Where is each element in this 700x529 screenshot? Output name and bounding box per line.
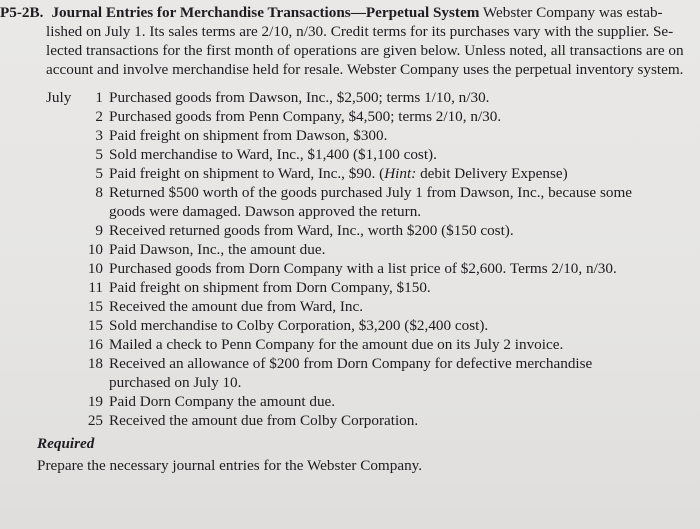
transaction-row bbox=[46, 354, 686, 373]
transaction-text: Purchased goods from Dawson, Inc., $2,500; terms 1/10, n/30. bbox=[109, 89, 490, 106]
transaction-text: Purchased goods from Dorn Company with a list price of $2,600. Terms 2/10, n/30. bbox=[109, 260, 617, 277]
transaction-day: 19 bbox=[87, 393, 103, 410]
transaction-row bbox=[46, 240, 686, 259]
transaction-day: 15 bbox=[87, 298, 103, 315]
transaction-text: Sold merchandise to Colby Corporation, $3,200 ($2,400 cost). bbox=[109, 317, 489, 334]
intro-line-3: lected transactions for the first month of operations are given below. Unless noted, all transactions are on bbox=[46, 42, 684, 59]
intro-line-1 bbox=[0, 3, 692, 22]
transaction-row bbox=[46, 126, 686, 145]
transaction-day: 8 bbox=[95, 184, 103, 201]
transaction-row bbox=[46, 259, 686, 278]
hint-label: Hint: bbox=[384, 165, 417, 182]
transaction-text: Sold merchandise to Ward, Inc., $1,400 ($1,100 cost). bbox=[109, 146, 437, 163]
transaction-day: 1 bbox=[95, 89, 103, 106]
transaction-text: Paid Dorn Company the amount due. bbox=[109, 393, 336, 410]
transaction-continuation: goods were damaged. Dawson approved the return. bbox=[109, 203, 422, 220]
transaction-day: 18 bbox=[87, 355, 103, 372]
transaction-text: Received the amount due from Ward, Inc. bbox=[109, 298, 364, 315]
transaction-row bbox=[46, 297, 686, 316]
transaction-row bbox=[46, 335, 686, 354]
intro-line-2: lished on July 1. Its sales terms are 2/10, n/30. Credit terms for its purchases vary with the supplier. Se- bbox=[46, 23, 674, 40]
transaction-day: 15 bbox=[87, 317, 103, 334]
required-heading: Required bbox=[37, 435, 95, 452]
transaction-row bbox=[46, 164, 686, 183]
problem-intro bbox=[0, 3, 692, 79]
transaction-day: 5 bbox=[95, 146, 103, 163]
transaction-continuation: purchased on July 10. bbox=[109, 374, 242, 391]
transaction-text: Received the amount due from Colby Corporation. bbox=[109, 412, 419, 429]
transaction-row bbox=[46, 278, 686, 297]
transaction-text: Paid freight on shipment from Dorn Company, $150. bbox=[109, 279, 431, 296]
transaction-list bbox=[46, 88, 686, 430]
transaction-text: Paid Dawson, Inc., the amount due. bbox=[109, 241, 326, 258]
transaction-text: Paid freight on shipment from Dawson, $300. bbox=[109, 127, 388, 144]
transaction-text-part: Paid freight on shipment to Ward, Inc., $90. ( bbox=[109, 165, 385, 182]
transaction-text: Purchased goods from Penn Company, $4,500; terms 2/10, n/30. bbox=[109, 108, 502, 125]
transaction-day: 10 bbox=[87, 241, 103, 258]
transaction-day: 10 bbox=[87, 260, 103, 277]
transaction-text: Received an allowance of $200 from Dorn Company for defective merchandise bbox=[109, 355, 593, 372]
transaction-text: Returned $500 worth of the goods purchased July 1 from Dawson, Inc., because some bbox=[109, 184, 633, 201]
transaction-row bbox=[46, 107, 686, 126]
transaction-day: 9 bbox=[95, 222, 103, 239]
transaction-text: Mailed a check to Penn Company for the amount due on its July 2 invoice. bbox=[109, 336, 564, 353]
transaction-row bbox=[46, 392, 686, 411]
transaction-text-part: debit Delivery Expense) bbox=[416, 165, 568, 182]
transaction-text bbox=[109, 164, 686, 183]
transaction-text: Received returned goods from Ward, Inc., worth $200 ($150 cost). bbox=[109, 222, 514, 239]
intro-text-1: Webster Company was estab- bbox=[482, 4, 663, 21]
transaction-day: 16 bbox=[87, 336, 103, 353]
transaction-row bbox=[46, 316, 686, 335]
transaction-day: 11 bbox=[88, 279, 103, 296]
problem-number: P5-2B. bbox=[0, 4, 44, 21]
transaction-day: 5 bbox=[95, 165, 103, 182]
intro-line-4: account and involve merchandise held for resale. Webster Company uses the perpetual inventory system. bbox=[46, 61, 684, 78]
required-instruction: Prepare the necessary journal entries for the Webster Company. bbox=[37, 457, 423, 474]
problem-title: Journal Entries for Merchandise Transactions—Perpetual System bbox=[51, 4, 480, 21]
transaction-day: 3 bbox=[95, 127, 103, 144]
transaction-row bbox=[46, 411, 686, 430]
month-label: July bbox=[46, 89, 72, 106]
transaction-row bbox=[46, 145, 686, 164]
transaction-row bbox=[46, 183, 686, 202]
transaction-row bbox=[46, 88, 686, 107]
transaction-day: 2 bbox=[95, 108, 103, 125]
transaction-day: 25 bbox=[87, 412, 103, 429]
transaction-row bbox=[46, 221, 686, 240]
